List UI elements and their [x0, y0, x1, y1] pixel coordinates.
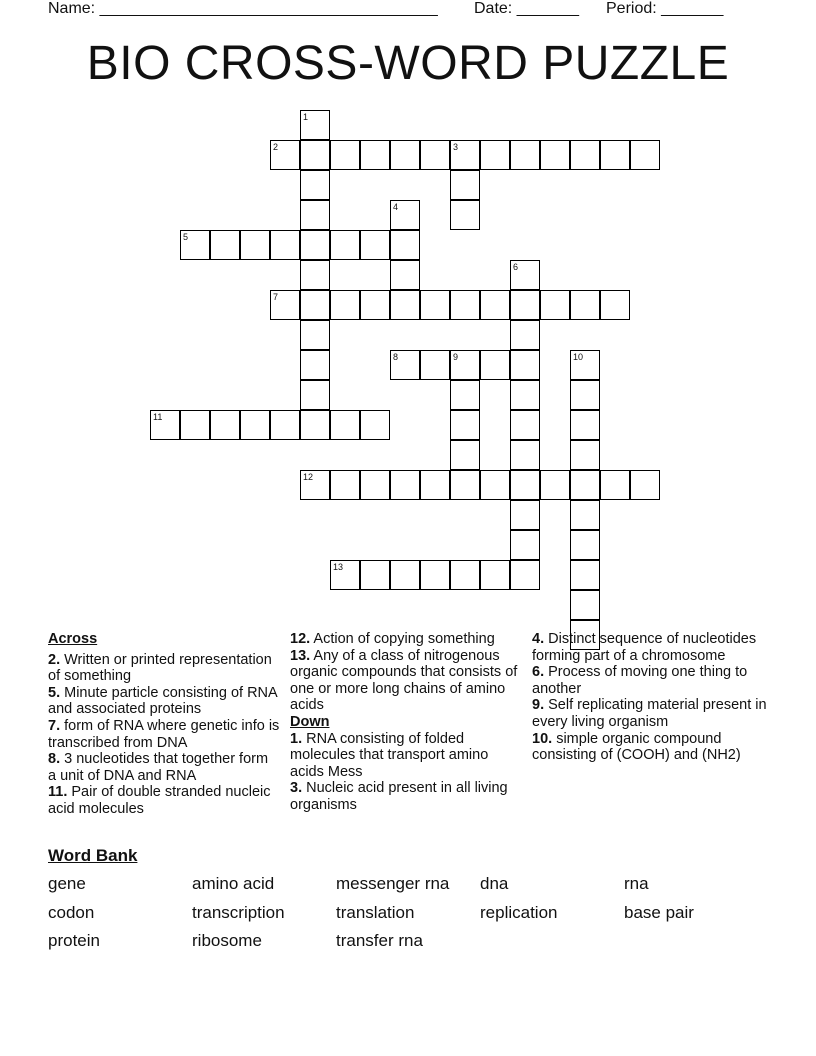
clue-number: 2 — [273, 142, 279, 152]
grid-cell[interactable] — [390, 140, 420, 170]
grid-cell[interactable] — [390, 350, 420, 380]
grid-cell[interactable] — [450, 380, 480, 410]
grid-cell[interactable] — [390, 260, 420, 290]
grid-cell[interactable] — [600, 470, 630, 500]
clue-number: 7 — [273, 292, 279, 302]
page-title: BIO CROSS-WORD PUZZLE — [86, 37, 730, 90]
word-bank-item: base pair — [624, 903, 694, 922]
clue-across-12: 12. Action of copying something — [290, 631, 495, 647]
clue-number: 5 — [183, 232, 189, 242]
word-bank-item: transcription — [192, 903, 285, 922]
grid-cell[interactable] — [300, 140, 330, 170]
clue-number: 9 — [453, 352, 459, 362]
grid-cell[interactable] — [360, 470, 390, 500]
clues-column-2 — [290, 631, 525, 814]
grid-cell[interactable] — [270, 290, 300, 320]
grid-cell[interactable] — [480, 560, 510, 590]
clue-number: 8 — [393, 352, 399, 362]
grid-cell[interactable] — [270, 230, 300, 260]
clue-down-10: 10. simple organic compound consisting of (COOH) and (NH2) — [532, 730, 741, 764]
grid-cell[interactable] — [570, 530, 600, 560]
clue-number: 4 — [393, 202, 399, 212]
grid-cell[interactable] — [570, 140, 600, 170]
across-heading: Across — [48, 631, 98, 647]
grid-cell[interactable] — [330, 470, 360, 500]
clue-across-13: 13. Any of a class of nitrogenous organic compounds that consists of one or more long chains of amino acids — [290, 647, 518, 714]
grid-cell[interactable] — [570, 560, 600, 590]
grid-cell[interactable] — [300, 260, 330, 290]
grid-cell[interactable] — [270, 140, 300, 170]
period-field[interactable]: Period: _______ — [606, 0, 724, 17]
grid-cell[interactable] — [510, 560, 540, 590]
clue-down-6: 6. Process of moving one thing to another — [532, 664, 748, 697]
grid-cell[interactable] — [390, 230, 420, 260]
grid-cell[interactable] — [330, 140, 360, 170]
word-bank-item: replication — [480, 903, 558, 922]
grid-cell[interactable] — [570, 440, 600, 470]
clue-across-7: 7. form of RNA where genetic info is transcribed from DNA — [48, 717, 280, 751]
grid-cell[interactable] — [510, 440, 540, 470]
grid-cell[interactable] — [420, 560, 450, 590]
grid-cell[interactable] — [510, 470, 540, 500]
grid-cell[interactable] — [630, 470, 660, 500]
grid-cell[interactable] — [360, 560, 390, 590]
grid-cell[interactable] — [360, 140, 390, 170]
grid-cell[interactable] — [330, 290, 360, 320]
grid-cell[interactable] — [240, 410, 270, 440]
grid-cell[interactable] — [450, 440, 480, 470]
grid-cell[interactable] — [450, 170, 480, 200]
word-bank-item: messenger rna — [336, 874, 450, 893]
grid-cell[interactable] — [390, 470, 420, 500]
clue-across-2: 2. Written or printed representation of something — [48, 651, 272, 685]
grid-cell[interactable] — [570, 590, 600, 620]
word-bank-item: translation — [336, 903, 415, 922]
clue-number: 13 — [333, 562, 344, 572]
grid-cell[interactable] — [570, 350, 600, 380]
clue-number: 12 — [303, 472, 314, 482]
word-bank-item: protein — [48, 931, 100, 950]
grid-cell[interactable] — [510, 140, 540, 170]
grid-cell[interactable] — [450, 200, 480, 230]
grid-cell[interactable] — [270, 410, 300, 440]
down-heading: Down — [290, 713, 330, 730]
grid-cell[interactable] — [450, 560, 480, 590]
grid-cell[interactable] — [480, 290, 510, 320]
grid-cell[interactable] — [510, 320, 540, 350]
clue-across-8: 8. 3 nucleotides that together form a unit of DNA and RNA — [48, 751, 269, 784]
grid-cell[interactable] — [450, 470, 480, 500]
grid-cell[interactable] — [540, 470, 570, 500]
grid-cell[interactable] — [150, 410, 180, 440]
grid-cell[interactable] — [570, 500, 600, 530]
grid-cell[interactable] — [510, 260, 540, 290]
clue-number: 6 — [513, 262, 519, 272]
grid-cell[interactable] — [300, 110, 330, 140]
word-bank-item: amino acid — [192, 874, 275, 893]
grid-cell[interactable] — [570, 410, 600, 440]
word-bank-item: rna — [624, 874, 649, 893]
grid-cell[interactable] — [390, 200, 420, 230]
grid-cell[interactable] — [300, 350, 330, 380]
grid-cell[interactable] — [300, 470, 330, 500]
grid-cell[interactable] — [360, 290, 390, 320]
clue-down-1: 1. RNA consisting of folded molecules that transport amino acids Mess — [290, 730, 489, 780]
grid-cell[interactable] — [480, 140, 510, 170]
grid-cell[interactable] — [480, 470, 510, 500]
grid-cell[interactable] — [510, 290, 540, 320]
grid-cell[interactable] — [390, 560, 420, 590]
grid-cell[interactable] — [420, 290, 450, 320]
grid-cell[interactable] — [300, 410, 330, 440]
clue-across-11: 11. Pair of double stranded nucleic acid molecules — [48, 784, 271, 817]
grid-cell[interactable] — [360, 230, 390, 260]
grid-cell[interactable] — [240, 230, 270, 260]
grid-cell[interactable] — [510, 530, 540, 560]
clue-number: 11 — [153, 412, 163, 422]
grid-cell[interactable] — [420, 140, 450, 170]
grid-cell[interactable] — [450, 350, 480, 380]
grid-cell[interactable] — [570, 470, 600, 500]
grid-cell[interactable] — [480, 350, 510, 380]
grid-cell[interactable] — [570, 380, 600, 410]
grid-cell[interactable] — [540, 290, 570, 320]
grid-cell[interactable] — [210, 410, 240, 440]
grid-cell[interactable] — [420, 350, 450, 380]
grid-cell[interactable] — [210, 230, 240, 260]
clues-column-1 — [48, 631, 280, 818]
grid-cell[interactable] — [450, 290, 480, 320]
word-bank-item: dna — [480, 874, 509, 893]
word-bank-heading: Word Bank — [48, 846, 138, 865]
grid-cell[interactable] — [510, 350, 540, 380]
grid-cell[interactable] — [510, 410, 540, 440]
clue-down-9: 9. Self replicating material present in every living organism — [532, 697, 767, 730]
grid-cell[interactable] — [330, 560, 360, 590]
clue-down-3: 3. Nucleic acid present in all living organisms — [290, 780, 508, 813]
grid-cell[interactable] — [300, 290, 330, 320]
grid-cell[interactable] — [630, 140, 660, 170]
clue-down-4: 4. Distinct sequence of nucleotides forming part of a chromosome — [532, 631, 757, 664]
clue-number: 1 — [303, 112, 309, 122]
word-bank-item: codon — [48, 903, 95, 922]
grid-cell[interactable] — [570, 290, 600, 320]
clue-number: 10 — [573, 352, 584, 362]
grid-cell[interactable] — [300, 230, 330, 260]
grid-cell[interactable] — [510, 380, 540, 410]
grid-cell[interactable] — [600, 290, 630, 320]
grid-cell[interactable] — [300, 380, 330, 410]
name-field[interactable]: Name: ______________________________________ — [48, 0, 438, 17]
grid-cell[interactable] — [540, 140, 570, 170]
grid-cell[interactable] — [300, 320, 330, 350]
word-bank-item: ribosome — [192, 931, 262, 950]
grid-cell[interactable] — [330, 410, 360, 440]
grid-cell[interactable] — [600, 140, 630, 170]
word-bank-item: gene — [48, 874, 86, 893]
grid-cell[interactable] — [420, 470, 450, 500]
grid-cell[interactable] — [300, 200, 330, 230]
grid-cell[interactable] — [300, 170, 330, 200]
grid-cell[interactable] — [390, 290, 420, 320]
grid-cell[interactable] — [180, 230, 210, 260]
grid-cell[interactable] — [330, 230, 360, 260]
grid-cell[interactable] — [180, 410, 210, 440]
clue-number: 3 — [453, 142, 459, 152]
grid-cell[interactable] — [450, 410, 480, 440]
grid-cell[interactable] — [360, 410, 390, 440]
date-field[interactable]: Date: _______ — [474, 0, 579, 17]
grid-cell[interactable] — [510, 500, 540, 530]
grid-cell[interactable] — [450, 140, 480, 170]
word-bank-item: transfer rna — [336, 931, 423, 950]
clue-across-5: 5. Minute particle consisting of RNA and associated proteins — [48, 684, 277, 718]
clues-column-3 — [532, 631, 772, 764]
